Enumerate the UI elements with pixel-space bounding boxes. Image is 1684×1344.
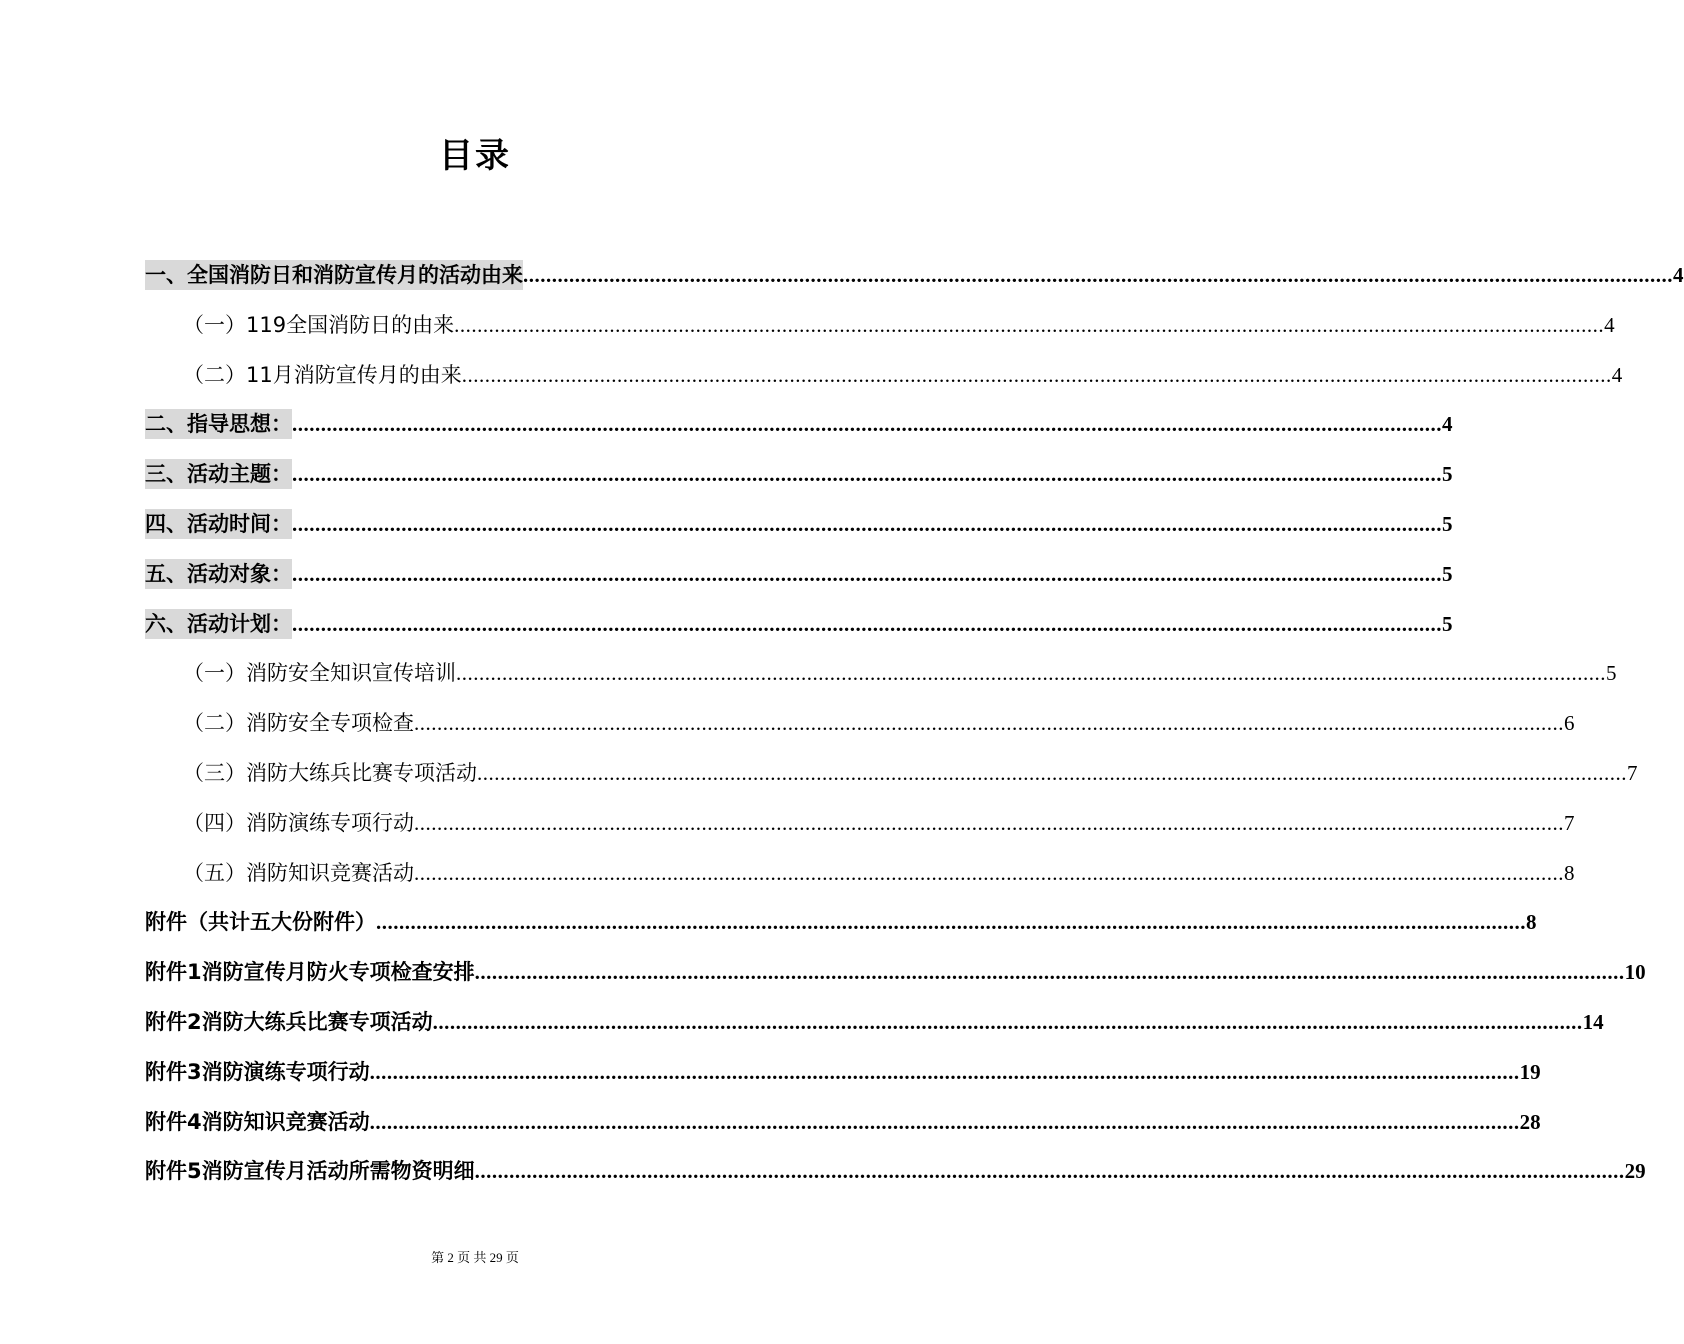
page-footer: 第 2 页 共 29 页 xyxy=(431,1250,519,1265)
toc-entry-page: 5 xyxy=(1442,611,1453,636)
toc-entry[interactable] xyxy=(183,658,1617,688)
toc-entry-label: 附件2消防大练兵比赛专项活动 xyxy=(145,1010,433,1034)
toc-entry-page: 4 xyxy=(1604,312,1615,337)
toc-entry-label: 二、指导思想： xyxy=(145,409,292,439)
toc-entry-page: 5 xyxy=(1606,661,1617,686)
toc-entry[interactable] xyxy=(183,360,1623,390)
toc-entry-label: 一、全国消防日和消防宣传月的活动由来 xyxy=(145,260,523,290)
toc-entry-page: 5 xyxy=(1442,561,1453,586)
toc-entry-page: 14 xyxy=(1582,1010,1604,1034)
toc-leader-dots: ........................................................................................................................................................................................................ xyxy=(292,611,1442,636)
toc-entry-label: （一）消防安全知识宣传培训 xyxy=(183,661,456,686)
toc-entry-label: （二）消防安全专项检查 xyxy=(183,711,414,736)
toc-leader-dots: ........................................................................................................................................................................................................ xyxy=(292,412,1442,437)
toc-leader-dots: ........................................................................................................................................................................................................ xyxy=(454,312,1605,337)
toc-entry-label: 附件（共计五大份附件） xyxy=(145,910,376,935)
toc-entry-page: 4 xyxy=(1442,412,1453,437)
toc-entry[interactable] xyxy=(145,509,1453,539)
toc-leader-dots: ........................................................................................................................................................................................................ xyxy=(474,960,1625,985)
toc-entry[interactable] xyxy=(145,559,1453,589)
toc-leader-dots: ........................................................................................................................................................................................................ xyxy=(376,910,1526,935)
toc-entry-page: 5 xyxy=(1442,462,1453,487)
toc-entry[interactable] xyxy=(145,260,1684,290)
toc-entry[interactable] xyxy=(145,1057,1541,1087)
toc-leader-dots: ........................................................................................................................................................................................................ xyxy=(369,1109,1520,1134)
toc-entry-page: 10 xyxy=(1624,960,1646,985)
toc-entry[interactable] xyxy=(145,907,1537,937)
toc-entry-label: 附件3消防演练专项行动 xyxy=(145,1059,370,1084)
toc-entry-page: 8 xyxy=(1564,860,1575,885)
toc-entry-page: 28 xyxy=(1519,1109,1541,1134)
toc-entry[interactable] xyxy=(145,409,1453,439)
toc-entry[interactable] xyxy=(183,858,1575,888)
toc-entry-label: （四）消防演练专项行动 xyxy=(183,810,414,835)
toc-leader-dots: ........................................................................................................................................................................................................ xyxy=(523,263,1673,287)
toc-entry-page: 4 xyxy=(1611,362,1623,387)
toc-leader-dots: ........................................................................................................................................................................................................ xyxy=(461,362,1612,387)
toc-leader-dots: ........................................................................................................................................................................................................ xyxy=(456,661,1606,686)
toc-entry-label: （二）11月消防宣传月的由来 xyxy=(183,362,462,387)
toc-entry-page: 8 xyxy=(1526,910,1537,935)
toc-entry-label: 四、活动时间： xyxy=(145,509,292,539)
toc-leader-dots: ........................................................................................................................................................................................................ xyxy=(292,462,1442,487)
toc-entry-label: 附件5消防宣传月活动所需物资明细 xyxy=(145,1159,475,1184)
toc-leader-dots: ........................................................................................................................................................................................................ xyxy=(474,1159,1625,1184)
toc-entry[interactable] xyxy=(145,1156,1646,1186)
toc-entry-page: 29 xyxy=(1624,1159,1646,1184)
toc-entry[interactable] xyxy=(183,708,1575,738)
toc-entry-label: （五）消防知识竞赛活动 xyxy=(183,860,414,885)
toc-leader-dots: ........................................................................................................................................................................................................ xyxy=(292,512,1442,536)
toc-leader-dots: ........................................................................................................................................................................................................ xyxy=(369,1059,1520,1084)
toc-entry-page: 4 xyxy=(1673,263,1684,287)
toc-leader-dots: ........................................................................................................................................................................................................ xyxy=(414,711,1564,736)
toc-entry-label: 附件1消防宣传月防火专项检查安排 xyxy=(145,960,475,985)
toc-entry-label: 附件4消防知识竞赛活动 xyxy=(145,1109,370,1134)
toc-leader-dots: ........................................................................................................................................................................................................ xyxy=(414,860,1564,885)
toc-entry-page: 5 xyxy=(1442,512,1453,536)
toc-entry[interactable] xyxy=(145,957,1646,987)
toc-entry[interactable] xyxy=(183,310,1615,340)
toc-entry-label: 五、活动对象： xyxy=(145,559,292,589)
toc-entry-page: 7 xyxy=(1627,761,1638,785)
toc-leader-dots: ........................................................................................................................................................................................................ xyxy=(432,1010,1583,1034)
toc-leader-dots: ........................................................................................................................................................................................................ xyxy=(292,561,1442,586)
toc-entry[interactable] xyxy=(145,1007,1604,1037)
toc-entry[interactable] xyxy=(145,1107,1541,1137)
toc-entry-label: （三）消防大练兵比赛专项活动 xyxy=(183,761,477,785)
page-title: 目录 xyxy=(439,136,511,176)
toc-entry[interactable] xyxy=(183,758,1638,788)
toc-entry[interactable] xyxy=(145,459,1453,489)
toc-entry-page: 19 xyxy=(1519,1059,1541,1084)
toc-entry-label: 六、活动计划： xyxy=(145,609,292,639)
toc-entry[interactable] xyxy=(183,808,1575,838)
toc-entry-label: 三、活动主题： xyxy=(145,459,292,489)
toc-entry-label: （一）119全国消防日的由来 xyxy=(183,312,455,337)
toc-entry-page: 7 xyxy=(1564,810,1575,835)
toc-entry-page: 6 xyxy=(1564,711,1575,736)
toc-leader-dots: ........................................................................................................................................................................................................ xyxy=(414,810,1564,835)
toc-entry[interactable] xyxy=(145,609,1453,639)
toc-leader-dots: ........................................................................................................................................................................................................ xyxy=(477,761,1627,785)
